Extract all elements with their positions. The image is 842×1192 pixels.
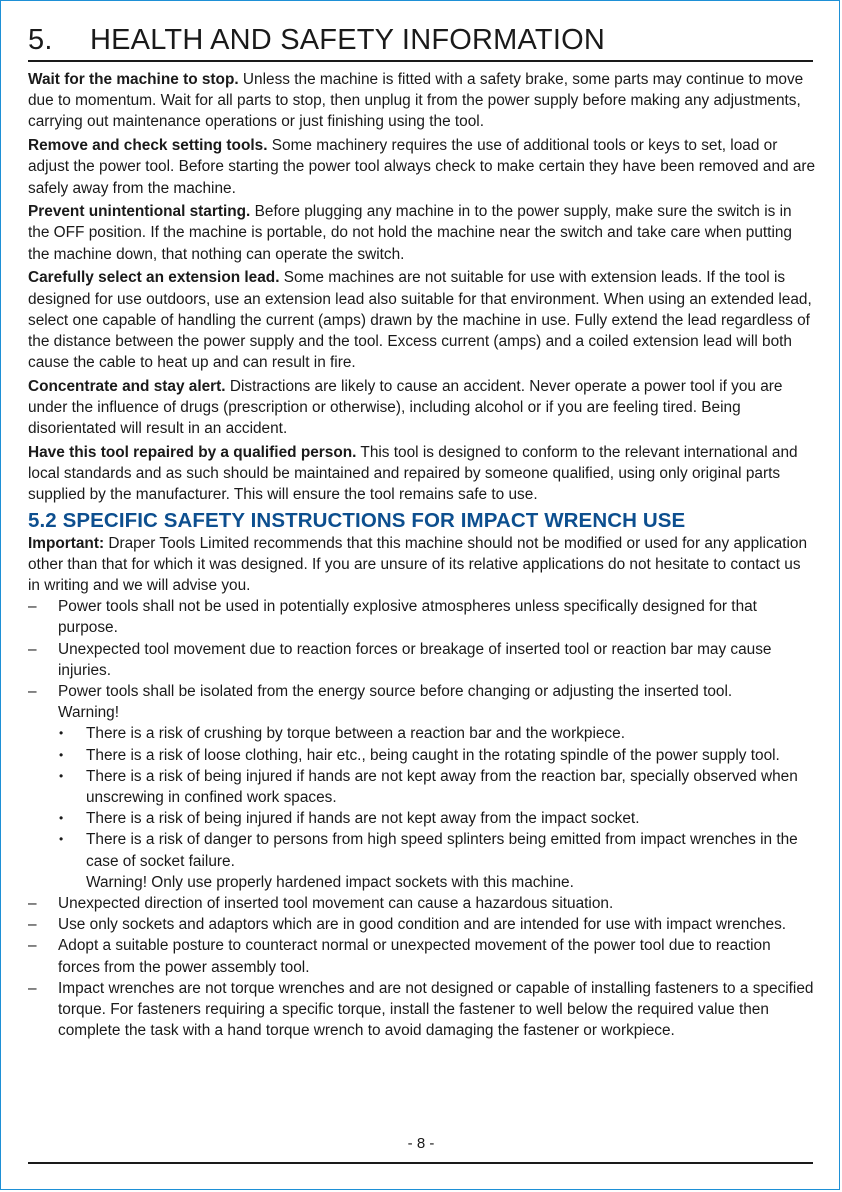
warning-item — [28, 808, 816, 829]
instruction-text: Adopt a suitable posture to counteract normal or unexpected movement of the power tool due to reaction forces from the power assembly tool. — [58, 937, 771, 976]
paragraph-text: This tool is designed to conform to the relevant international and local standards and as such should be maintained and repaired by someone qualified, using only original parts supplied by the manufacturer. This will ensure the tool remains safe to use. — [28, 443, 798, 504]
dash-marker: – — [28, 895, 37, 913]
bullet-marker: • — [59, 768, 64, 783]
instruction-text: Unexpected tool movement due to reaction forces or breakage of inserted tool or reaction bar may cause injuries. — [58, 640, 772, 679]
general-paragraph — [28, 135, 816, 199]
instruction-item — [28, 893, 816, 914]
warning-item — [28, 745, 816, 766]
bullet-marker: • — [59, 747, 64, 762]
warning-text: There is a risk of being injured if hands are not kept away from the reaction bar, specially observed when unscrewing in confined work spaces. — [86, 767, 798, 806]
warning-label: Warning! — [58, 704, 120, 722]
socket-warning: Warning! Only use properly hardened impact sockets with this machine. — [86, 873, 574, 891]
instruction-text: Unexpected direction of inserted tool movement can cause a hazardous situation. — [58, 895, 614, 913]
warning-item — [28, 766, 816, 808]
page-number: - 8 - — [407, 1135, 435, 1152]
dash-marker: – — [28, 640, 37, 658]
instruction-text: Power tools shall be isolated from the energy source before changing or adjusting the inserted tool. — [58, 682, 733, 700]
warning-text: There is a risk of loose clothing, hair etc., being caught in the rotating spindle of the power supply tool. — [86, 746, 780, 764]
instruction-item — [28, 681, 816, 893]
general-paragraph — [28, 376, 816, 440]
paragraph-lead: Concentrate and stay alert. — [28, 377, 226, 395]
dash-marker: – — [28, 598, 37, 616]
section-title: HEALTH AND SAFETY INFORMATION — [90, 24, 605, 56]
page-body — [28, 69, 816, 1041]
instruction-text: Impact wrenches are not torque wrenches and are not designed or capable of installing fasteners to a specified torque. For fasteners requiring a specific torque, install the fastener to well below the required value then complete the task with a hand torque wrench to avoid damaging the fastener or workpiece. — [58, 979, 814, 1040]
bullet-marker: • — [59, 726, 64, 741]
important-label: Important: — [28, 534, 105, 552]
warning-item — [28, 723, 816, 744]
instruction-text: Power tools shall not be used in potentially explosive atmospheres unless specifically designed for that purpose. — [58, 598, 757, 637]
section-header — [28, 21, 813, 62]
instruction-item — [28, 639, 816, 681]
important-notice — [28, 533, 816, 597]
paragraph-text: Unless the machine is fitted with a safety brake, some parts may continue to move due to momentum. Wait for all parts to stop, then unplug it from the power supply before making any adjustments, carrying out maintenance operations or just finishing using the tool. — [28, 71, 804, 131]
general-paragraph — [28, 267, 816, 373]
general-paragraph — [28, 442, 816, 506]
warning-text: There is a risk of danger to persons from high speed splinters being emitted from impact wrenches in the case of socket failure. — [86, 831, 798, 870]
dash-marker: – — [28, 916, 37, 934]
instruction-item — [28, 978, 816, 1042]
important-text: Draper Tools Limited recommends that this machine should not be modified or used for any application other than that for which it was designed. If you are unsure of its relative applications do not hesitate to contact us in writing and we will advise you. — [28, 534, 808, 594]
warning-list — [28, 723, 816, 893]
paragraph-lead: Prevent unintentional starting. — [28, 203, 251, 221]
dash-marker: – — [28, 682, 37, 700]
general-paragraph — [28, 201, 816, 265]
instruction-list — [28, 596, 816, 1041]
paragraph-text: Some machinery requires the use of additional tools or keys to set, load or adjust the power tool. Before starting the power tool always check to make certain they have been removed and are safely away from the machine. — [28, 137, 816, 197]
dash-marker: – — [28, 979, 37, 997]
paragraph-text: Before plugging any machine in to the power supply, make sure the switch is in the OFF position. If the machine is portable, do not hold the machine near the switch and take care when putting the machine down, that nothing can operate the switch. — [28, 203, 792, 263]
paragraph-lead: Carefully select an extension lead. — [28, 269, 280, 287]
bullet-marker: • — [59, 811, 64, 826]
section-number: 5. — [28, 24, 53, 56]
warning-item — [28, 829, 816, 893]
paragraph-text: Some machines are not suitable for use with extension leads. If the tool is designed for use outdoors, use an extension lead also suitable for that environment. When using an extended lead, select one capable of handling the current (amps) drawn by the machine in use. Fully extend the lead regardless of the distance between the power supply and the tool. Excess current (amps) and a coiled extension lead will both cause the cable to heat up and can result in fire. — [28, 269, 812, 372]
paragraph-lead: Have this tool repaired by a qualified person. — [28, 443, 357, 461]
paragraph-lead: Wait for the machine to stop. — [28, 71, 239, 88]
instruction-text: Use only sockets and adaptors which are in good condition and are intended for use with impact wrenches. — [58, 916, 787, 934]
instruction-item — [28, 914, 816, 935]
specific-section-heading: 5.2 SPECIFIC SAFETY INSTRUCTIONS FOR IMPACT WRENCH USE — [28, 508, 686, 532]
warning-text: There is a risk of crushing by torque between a reaction bar and the workpiece. — [86, 725, 625, 743]
footer-rule — [28, 1162, 813, 1164]
paragraph-text: Distractions are likely to cause an accident. Never operate a power tool if you are under the influence of drugs (prescription or otherwise), including alcohol or if you are feeling tired. Being disorientated will result in an accident. — [28, 377, 783, 438]
warning-text: There is a risk of being injured if hands are not kept away from the impact socket. — [86, 810, 640, 828]
bullet-marker: • — [59, 832, 64, 847]
instruction-item — [28, 935, 816, 977]
paragraph-lead: Remove and check setting tools. — [28, 137, 268, 155]
general-paragraph — [28, 69, 816, 133]
instruction-item — [28, 596, 816, 638]
dash-marker: – — [28, 937, 37, 955]
